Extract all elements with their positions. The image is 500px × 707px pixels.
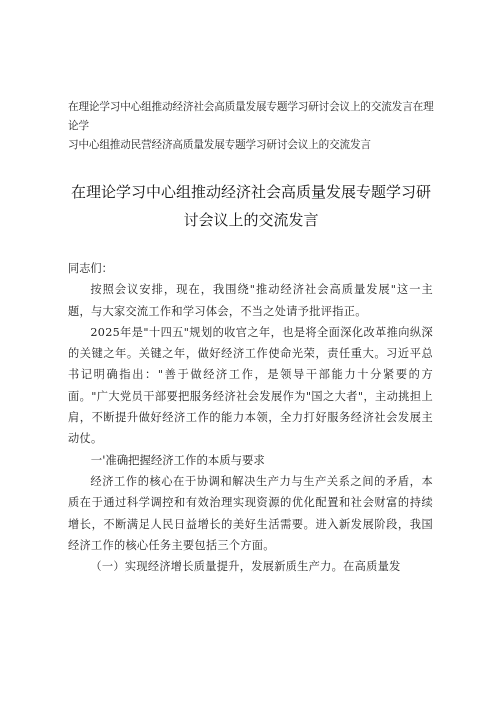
header-line-1: 在理论学习中心组推动经济社会高质量发展专题学习研讨会议上的交流发言在理论学 — [68, 101, 434, 132]
document-body — [68, 258, 433, 577]
title-line-1: 在理论学习中心组推动经济社会高质量发展专题学习研 — [70, 183, 431, 201]
title-line-2: 讨会议上的交流发言 — [183, 211, 319, 229]
document-header — [68, 98, 440, 155]
section-heading: 一'准确把握经济工作的本质与要求 — [90, 452, 265, 467]
body-paragraph-1: 按照会议安排，现在，我围绕"推动经济社会高质量发展"这一主题，与大家交流工作和学习体会，不当之处请予批评指正。 — [68, 283, 433, 318]
document-title — [70, 178, 432, 234]
section-paragraph-1: 经济工作的核心在于协调和解决生产力与生产关系之间的矛盾，本质在于通过科学调控和有效治理实现资源的优化配置和社会财富的持续增长，不断满足人民日益增长的美好生活需要。进入新发展阶段，我国经济工作的核心任务主要包括三个方面。 — [68, 474, 433, 552]
section-paragraph-2: （一）实现经济增长质量提升，发展新质生产力。在高质量发 — [90, 560, 401, 574]
salutation: 同志们： — [68, 262, 113, 275]
body-paragraph-2: 2025年是"十四五"规划的收官之年，也是将全面深化改革推向纵深的关键之年。关键之年，做好经济工作使命光荣，责任重大。习近平总书记明确指出："善于做经济工作，是领导干部能力十分紧要的方面。"广大党员干部要把服务经济社会发展作为"国之大者"，主动挑担上肩，不断提升做好经济工作的能力本领，全力打好服务经济社会发展主动仗。 — [68, 325, 433, 446]
header-line-2: 习中心组推动民营经济高质量发展专题学习研讨会议上的交流发言 — [68, 139, 371, 151]
